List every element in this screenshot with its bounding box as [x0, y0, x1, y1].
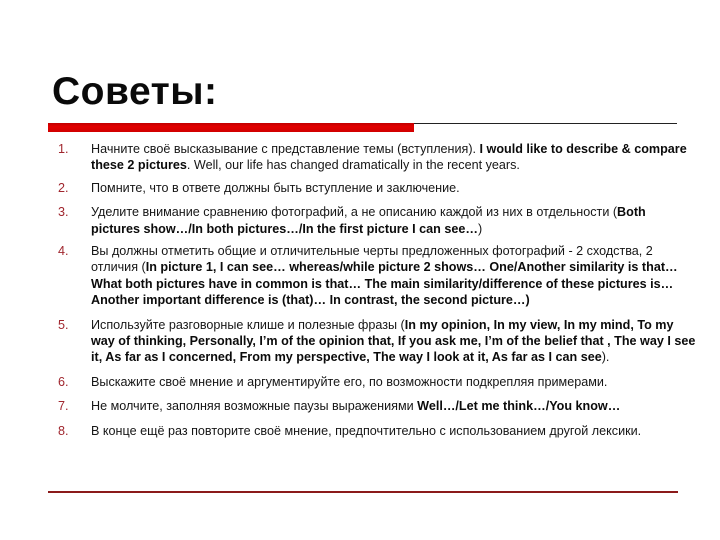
tip-number: 2.	[58, 180, 69, 195]
tip-item-4	[58, 243, 698, 309]
tip-item-2	[58, 180, 698, 196]
tip-item-7	[58, 398, 698, 414]
tip-number: 3.	[58, 205, 69, 220]
tip-item-3	[58, 204, 698, 237]
tip-item-6	[58, 374, 698, 390]
tip-number: 7.	[58, 399, 69, 414]
tip-text: Используйте разговорные клише и полезные фразы (In my opinion, In my view, In my mind, To my way of thinking, Personally, I’m of the opinion that, If you ask me, I’m of the belief that , The way I see it, As far as I concerned, From my perspective, The way I look at it, As far as I can see).	[91, 317, 696, 365]
tip-text: Не молчите, заполняя возможные паузы выражениями Well…/Let me think…/You know…	[91, 399, 621, 414]
tip-text: Вы должны отметить общие и отличительные черты предложенных фотографий - 2 сходства, 2 отличия (In picture 1, I can see… whereas/while picture 2 shows… One/Another similarity is that… What both pictures have in common is that… The main similarity/difference of these pictures is… Another important difference is (that)… In contrast, the second picture…)	[91, 244, 678, 308]
tip-number: 8.	[58, 423, 69, 438]
tip-number: 6.	[58, 374, 69, 389]
tip-text: Помните, что в ответе должны быть вступление и заключение.	[91, 180, 460, 195]
tips-list	[58, 141, 698, 439]
title-underline	[414, 123, 677, 124]
tip-text: Начните своё высказывание с представление темы (вступления). I would like to describe & compare these 2 pictures. Well, our life has changed dramatically in the recent years.	[91, 142, 687, 173]
tip-item-1	[58, 141, 698, 174]
tip-text: В конце ещё раз повторите своё мнение, предпочтительно с использованием другой лексики.	[91, 423, 642, 438]
tip-item-8	[58, 423, 698, 439]
slide-title: Советы:	[52, 70, 218, 113]
tip-number: 5.	[58, 317, 69, 332]
tip-text: Выскажите своё мнение и аргументируйте его, по возможности подкрепляя примерами.	[91, 374, 608, 389]
tip-text: Уделите внимание сравнению фотографий, а не описанию каждой из них в отдельности (Both pictures show…/In both pictures…/In the first picture I can see…)	[91, 205, 646, 236]
tip-item-5	[58, 317, 698, 366]
tip-number: 1.	[58, 142, 69, 156]
tip-number: 4.	[58, 244, 69, 259]
title-accent-bar	[48, 123, 414, 132]
bottom-rule	[48, 491, 678, 493]
